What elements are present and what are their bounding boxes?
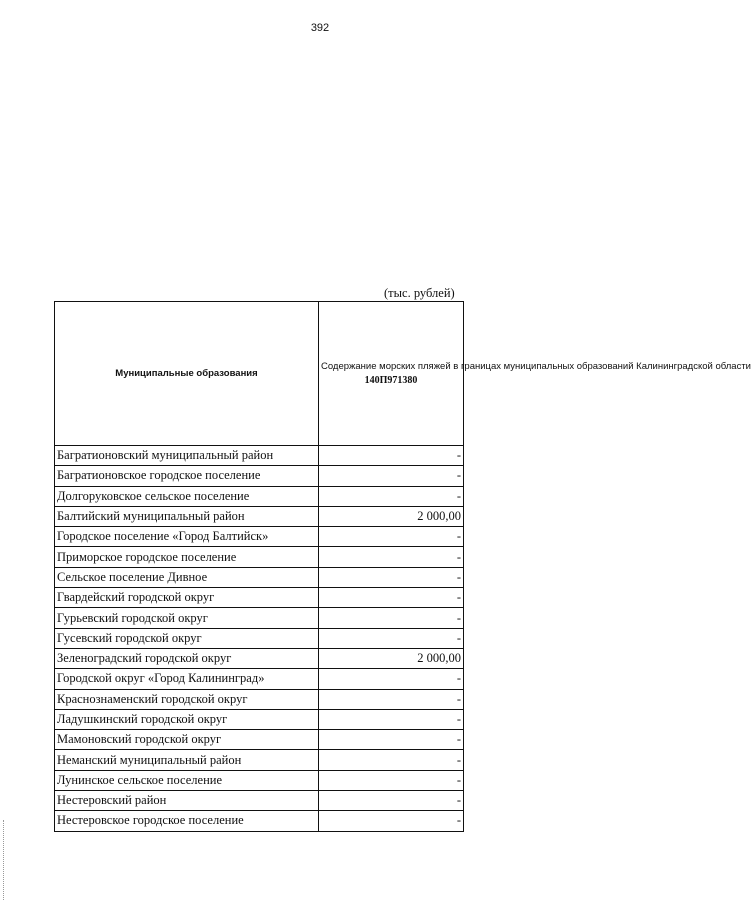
municipality-name-cell: Краснознаменский городской округ [55, 689, 319, 709]
municipality-name-cell: Багратионовский муниципальный район [55, 446, 319, 466]
amount-cell: - [319, 628, 464, 648]
column-header-beach-maintenance-label: Содержание морских пляжей в границах муниципальных образований Калининградской области [321, 360, 751, 372]
municipality-name-cell: Мамоновский городской округ [55, 730, 319, 750]
municipality-name-cell: Нестеровский район [55, 791, 319, 811]
amount-cell: - [319, 588, 464, 608]
amount-cell: - [319, 669, 464, 689]
table-row [55, 628, 464, 648]
units-label: (тыс. рублей) [384, 286, 455, 300]
table-row [55, 709, 464, 729]
table-body [55, 446, 464, 832]
table-row [55, 567, 464, 587]
municipality-name-cell: Ладушкинский городской округ [55, 709, 319, 729]
municipality-name-cell: Лунинское сельское поселение [55, 770, 319, 790]
municipality-name-cell: Приморское городское поселение [55, 547, 319, 567]
amount-cell: - [319, 811, 464, 831]
municipality-name-cell: Гвардейский городской округ [55, 588, 319, 608]
table-row [55, 811, 464, 831]
municipality-name-cell: Нестеровское городское поселение [55, 811, 319, 831]
amount-cell: - [319, 689, 464, 709]
amount-cell: - [319, 547, 464, 567]
municipality-name-cell: Неманский муниципальный район [55, 750, 319, 770]
amount-cell: - [319, 446, 464, 466]
budget-table [54, 301, 751, 832]
amount-cell: - [319, 709, 464, 729]
column-header-beach-maintenance [319, 302, 751, 446]
amount-cell: - [319, 608, 464, 628]
table-row [55, 669, 464, 689]
amount-cell: - [319, 486, 464, 506]
amount-cell: - [319, 466, 464, 486]
amount-cell: - [319, 750, 464, 770]
table-row [55, 750, 464, 770]
table-row [55, 588, 464, 608]
amount-cell: - [319, 791, 464, 811]
column-header-municipalities [55, 302, 319, 446]
table-row [55, 506, 464, 526]
table-row [55, 770, 464, 790]
municipality-name-cell: Гурьевский городской округ [55, 608, 319, 628]
amount-cell: - [319, 567, 464, 587]
table-row [55, 466, 464, 486]
municipality-name-cell: Зеленоградский городской округ [55, 648, 319, 668]
municipality-name-cell: Гусевский городской округ [55, 628, 319, 648]
amount-cell: 2 000,00 [319, 648, 464, 668]
table-row [55, 527, 464, 547]
table-row [55, 486, 464, 506]
table-row [55, 648, 464, 668]
municipality-name-cell: Багратионовское городское поселение [55, 466, 319, 486]
amount-cell: - [319, 527, 464, 547]
municipality-name-cell: Долгоруковское сельское поселение [55, 486, 319, 506]
amount-cell: - [319, 730, 464, 750]
table-header-row [55, 302, 464, 446]
page-number: 392 [310, 22, 330, 34]
municipality-name-cell: Балтийский муниципальный район [55, 506, 319, 526]
municipality-name-cell: Сельское поселение Дивное [55, 567, 319, 587]
table-row [55, 547, 464, 567]
amount-cell: - [319, 770, 464, 790]
municipality-name-cell: Городской округ «Город Калининград» [55, 669, 319, 689]
municipality-name-cell: Городское поселение «Город Балтийск» [55, 527, 319, 547]
table-row [55, 446, 464, 466]
scan-edge-marks [3, 820, 6, 900]
table-row [55, 608, 464, 628]
amount-cell: 2 000,00 [319, 506, 464, 526]
table-row [55, 730, 464, 750]
column-header-budget-code: 140П971380 [364, 374, 418, 386]
column-header-municipalities-label: Муниципальные образования [115, 368, 258, 379]
table-row [55, 689, 464, 709]
table-row [55, 791, 464, 811]
